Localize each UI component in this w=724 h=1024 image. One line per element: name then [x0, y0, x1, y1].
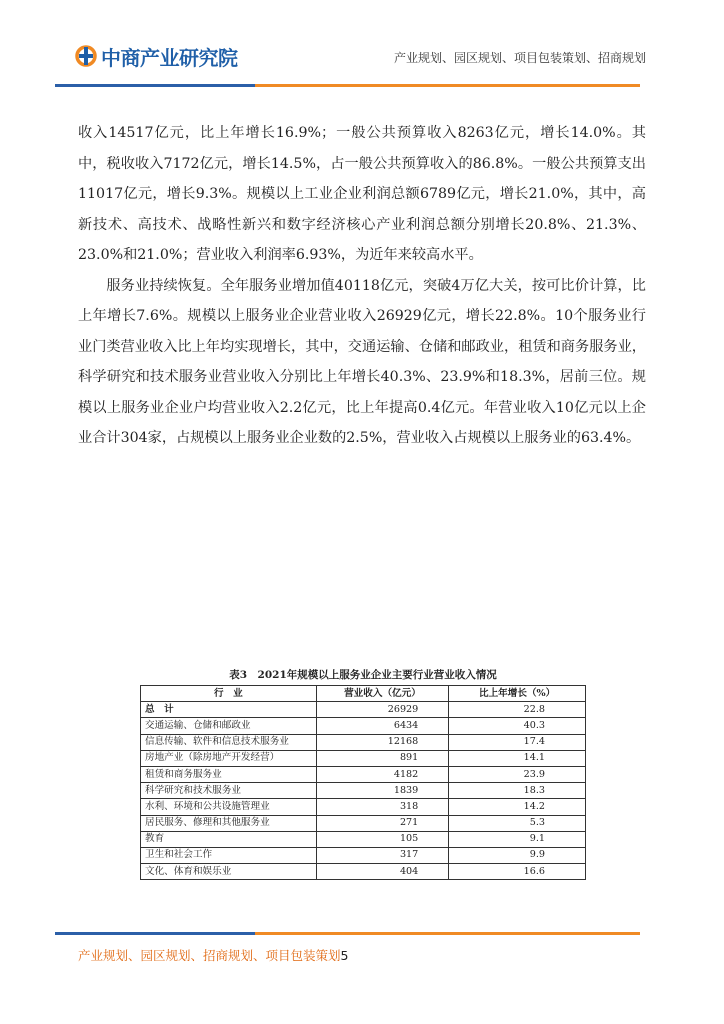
row-growth: 14.2: [449, 799, 586, 815]
logo: [75, 40, 238, 72]
row-revenue: 271: [316, 815, 449, 831]
table-row: [141, 734, 586, 750]
header-industry: 行 业: [141, 686, 317, 702]
row-industry: 科学研究和技术服务业: [141, 783, 317, 799]
row-revenue: 1839: [316, 783, 449, 799]
row-industry: 水利、环境和公共设施管理业: [141, 799, 317, 815]
row-industry: 信息传输、软件和信息技术服务业: [141, 734, 317, 750]
revenue-table: [140, 685, 586, 880]
row-industry: 交通运输、仓储和邮政业: [141, 718, 317, 734]
table-row: [141, 718, 586, 734]
row-industry: 居民服务、修理和其他服务业: [141, 815, 317, 831]
row-growth: 16.6: [449, 864, 586, 880]
row-growth: 17.4: [449, 734, 586, 750]
table-row: [141, 815, 586, 831]
revenue-table-section: [140, 667, 586, 880]
row-revenue: 891: [316, 750, 449, 766]
header-growth: 比上年增长（%）: [449, 686, 586, 702]
row-revenue: 318: [316, 799, 449, 815]
row-industry: 教育: [141, 831, 317, 847]
paragraph-1: 收入14517亿元，比上年增长16.9%；一般公共预算收入8263亿元，增长14.0%。其中，税收收入7172亿元，增长14.5%，占一般公共预算收入的86.8%。一般公共预算支出11017亿元，增长9.3%。规模以上工业企业利润总额6789亿元，增长21.0%，其中，高新技术、高技术、战略性新兴和数字经济核心产业利润总额分别增长20.8%、21.3%、23.0%和21.0%；营业收入利润率6.93%，为近年来较高水平。: [78, 125, 646, 263]
table-row: [141, 766, 586, 782]
row-growth: 14.1: [449, 750, 586, 766]
row-revenue: 12168: [316, 734, 449, 750]
row-growth: 22.8: [449, 702, 586, 718]
row-industry: 总 计: [141, 702, 317, 718]
row-growth: 5.3: [449, 815, 586, 831]
row-revenue: 105: [316, 831, 449, 847]
table-title: 表3 2021年规模以上服务业企业主要行业营业收入情况: [229, 669, 497, 681]
row-growth: 9.9: [449, 847, 586, 863]
row-revenue: 317: [316, 847, 449, 863]
row-growth: 23.9: [449, 766, 586, 782]
footer-text: 产业规划、园区规划、招商规划、项目包装策划: [78, 948, 341, 963]
table-header-row: [141, 686, 586, 702]
row-industry: 租赁和商务服务业: [141, 766, 317, 782]
row-revenue: 6434: [316, 718, 449, 734]
logo-text: 中商产业研究院: [101, 45, 238, 70]
table-row: [141, 799, 586, 815]
logo-icon: [75, 45, 97, 67]
body-text: [78, 118, 646, 454]
header-rule-orange: [255, 84, 640, 87]
row-growth: 40.3: [449, 718, 586, 734]
row-growth: 9.1: [449, 831, 586, 847]
footer-rule-blue: [55, 932, 255, 935]
row-industry: 房地产业（除房地产开发经营）: [141, 750, 317, 766]
row-revenue: 4182: [316, 766, 449, 782]
table-row: [141, 831, 586, 847]
paragraph-2: 服务业持续恢复。全年服务业增加值40118亿元，突破4万亿大关，按可比价计算，比上年增长7.6%。规模以上服务业企业营业收入26929亿元，增长22.8%。10个服务业行业门类营业收入比上年均实现增长，其中，交通运输、仓储和邮政业，租赁和商务服务业，科学研究和技术服务业营业收入分别比上年增长40.3%、23.9%和18.3%，居前三位。规模以上服务业企业户均营业收入2.2亿元，比上年提高0.4亿元。年营业收入10亿元以上企业合计304家，占规模以上服务业企业数的2.5%，营业收入占规模以上服务业的63.4%。: [78, 277, 646, 446]
footer-rule-orange: [255, 932, 640, 935]
row-revenue: 26929: [316, 702, 449, 718]
row-industry: 卫生和社会工作: [141, 847, 317, 863]
table-row: [141, 864, 586, 880]
header-rule-blue: [55, 84, 255, 87]
page-header: [0, 0, 724, 90]
header-tagline: 产业规划、园区规划、项目包装策划、招商规划: [393, 51, 646, 65]
page-number: 5: [340, 948, 349, 963]
table-row: [141, 783, 586, 799]
page-footer: [78, 946, 348, 964]
row-revenue: 404: [316, 864, 449, 880]
row-industry: 文化、体育和娱乐业: [141, 864, 317, 880]
header-revenue: 营业收入（亿元）: [316, 686, 449, 702]
row-growth: 18.3: [449, 783, 586, 799]
table-row: [141, 750, 586, 766]
table-row: [141, 702, 586, 718]
table-row: [141, 847, 586, 863]
